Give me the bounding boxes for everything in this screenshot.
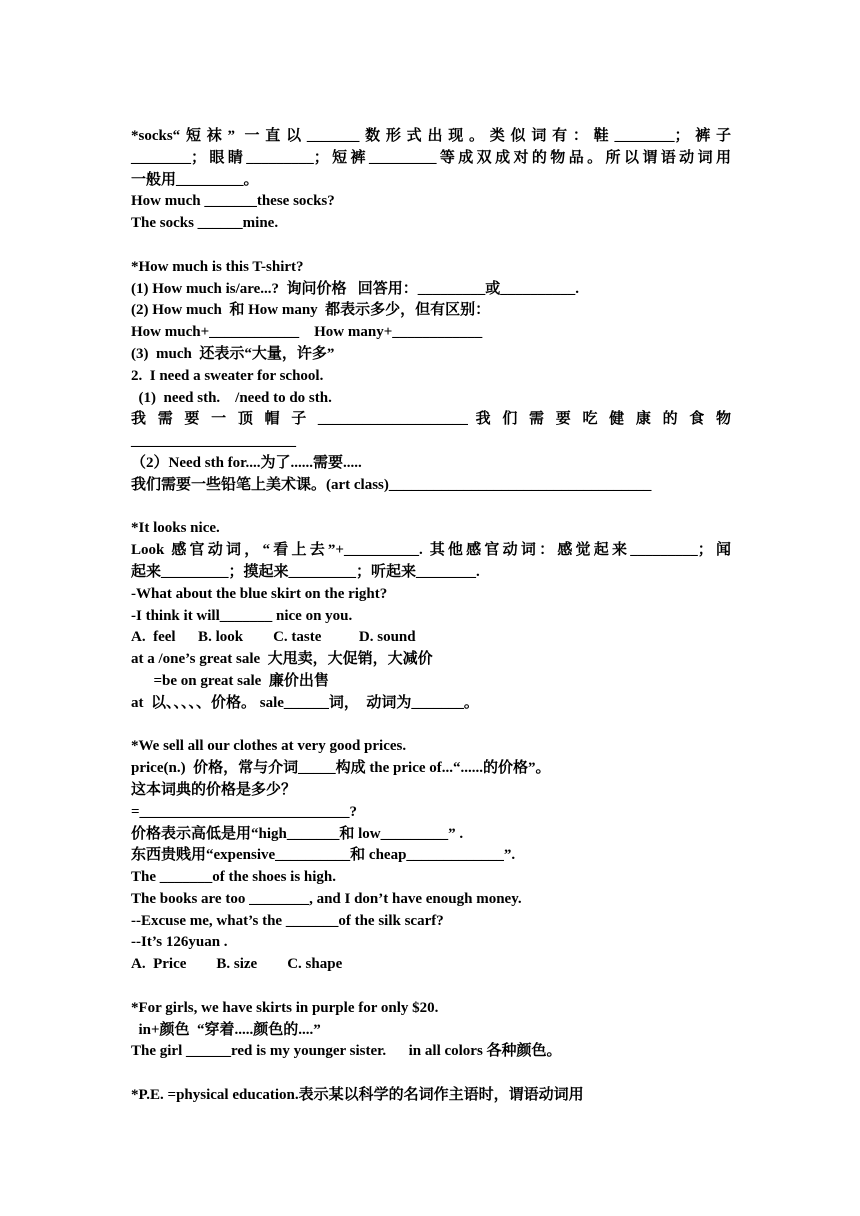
- blank-line: [131, 235, 731, 257]
- text-line: *socks“短袜” 一直以_______数形式出现。类似词有：鞋________；裤子: [131, 128, 731, 144]
- text-line: (1) How much is/are...? 询问价格 回答用：_________或__________.: [131, 280, 580, 297]
- text-line: (2) How much 和 How many 都表示多少，但有区别：: [131, 302, 491, 319]
- text-line: A. feel B. look C. taste D. sound: [131, 629, 416, 646]
- text-line: at a /one’s great sale 大甩卖，大促销，大减价: [131, 651, 433, 668]
- text-line: 这本词典的价格是多少？: [131, 781, 297, 798]
- text-line: --It’s 126yuan .: [131, 934, 228, 951]
- text-line: at 以、、、、、价格。 sale______词， 动词为_______。: [131, 694, 479, 711]
- blank-line: [131, 1063, 731, 1085]
- text-line: 价格表示高低是用“high_______和 low_________” .: [131, 825, 464, 842]
- text-line: *It looks nice.: [131, 520, 220, 537]
- text-line: (3) much 还表示“大量，许多”: [131, 345, 335, 362]
- blank-line: [131, 715, 731, 737]
- text-line: 一般用_________。: [131, 171, 259, 188]
- text-line: 2. I need a sweater for school.: [131, 367, 324, 384]
- text-line: *We sell all our clothes at very good prices.: [131, 738, 407, 755]
- text-line: 起来_________；摸起来_________；听起来________.: [131, 563, 480, 580]
- text-line: How much+____________ How many+____________: [131, 324, 483, 341]
- text-line: The _______of the shoes is high.: [131, 869, 337, 886]
- text-line: --Excuse me, what’s the _______of the silk scarf?: [131, 912, 444, 929]
- text-line: =____________________________?: [131, 803, 358, 820]
- text-line: *For girls, we have skirts in purple for only $20.: [131, 999, 439, 1016]
- text-line: (1) need sth. /need to do sth.: [131, 389, 332, 406]
- document-page: [131, 126, 731, 1107]
- blank-line: [131, 497, 731, 519]
- text-line: （2）Need sth for....为了......需要.....: [131, 454, 362, 471]
- text-line: 我们需要一些铅笔上美术课。(art class)___________________________________: [131, 476, 652, 493]
- text-line: ________；眼睛_________；短裤_________等成双成对的物品。所以谓语动词用: [131, 149, 731, 166]
- text-line: A. Price B. size C. shape: [131, 956, 343, 973]
- text-line: -What about the blue skirt on the right?: [131, 585, 388, 602]
- text-line: The socks ______mine.: [131, 215, 279, 232]
- text-line: Look 感官动词，“看上去”+__________. 其他感官动词：感觉起来_________；闻: [131, 542, 731, 559]
- blank-line: [131, 976, 731, 998]
- text-line: How much _______these socks?: [131, 193, 335, 210]
- text-line: 我 需 要 一 顶 帽 子 ____________________ 我 们 需 要 吃 健 康 的 食 物: [131, 411, 731, 428]
- text-line: -I think it will_______ nice on you.: [131, 607, 353, 624]
- text-line: *How much is this T-shirt?: [131, 258, 304, 275]
- text-line: The girl ______red is my younger sister. in all colors 各种颜色。: [131, 1043, 562, 1060]
- text-line: =be on great sale 廉价出售: [131, 672, 329, 689]
- text-line: ______________________: [131, 433, 296, 450]
- text-line: price(n.) 价格，常与介词_____构成 the price of...“......的价格”。: [131, 760, 551, 777]
- text-line: 东西贵贱用“expensive__________和 cheap_____________”.: [131, 847, 516, 864]
- text-line: *P.E. =physical education.表示某以科学的名词作主语时，谓语动词用: [131, 1087, 584, 1104]
- text-line: The books are too ________, and I don’t have enough money.: [131, 890, 522, 907]
- text-line: in+颜色 “穿着.....颜色的....”: [131, 1021, 321, 1038]
